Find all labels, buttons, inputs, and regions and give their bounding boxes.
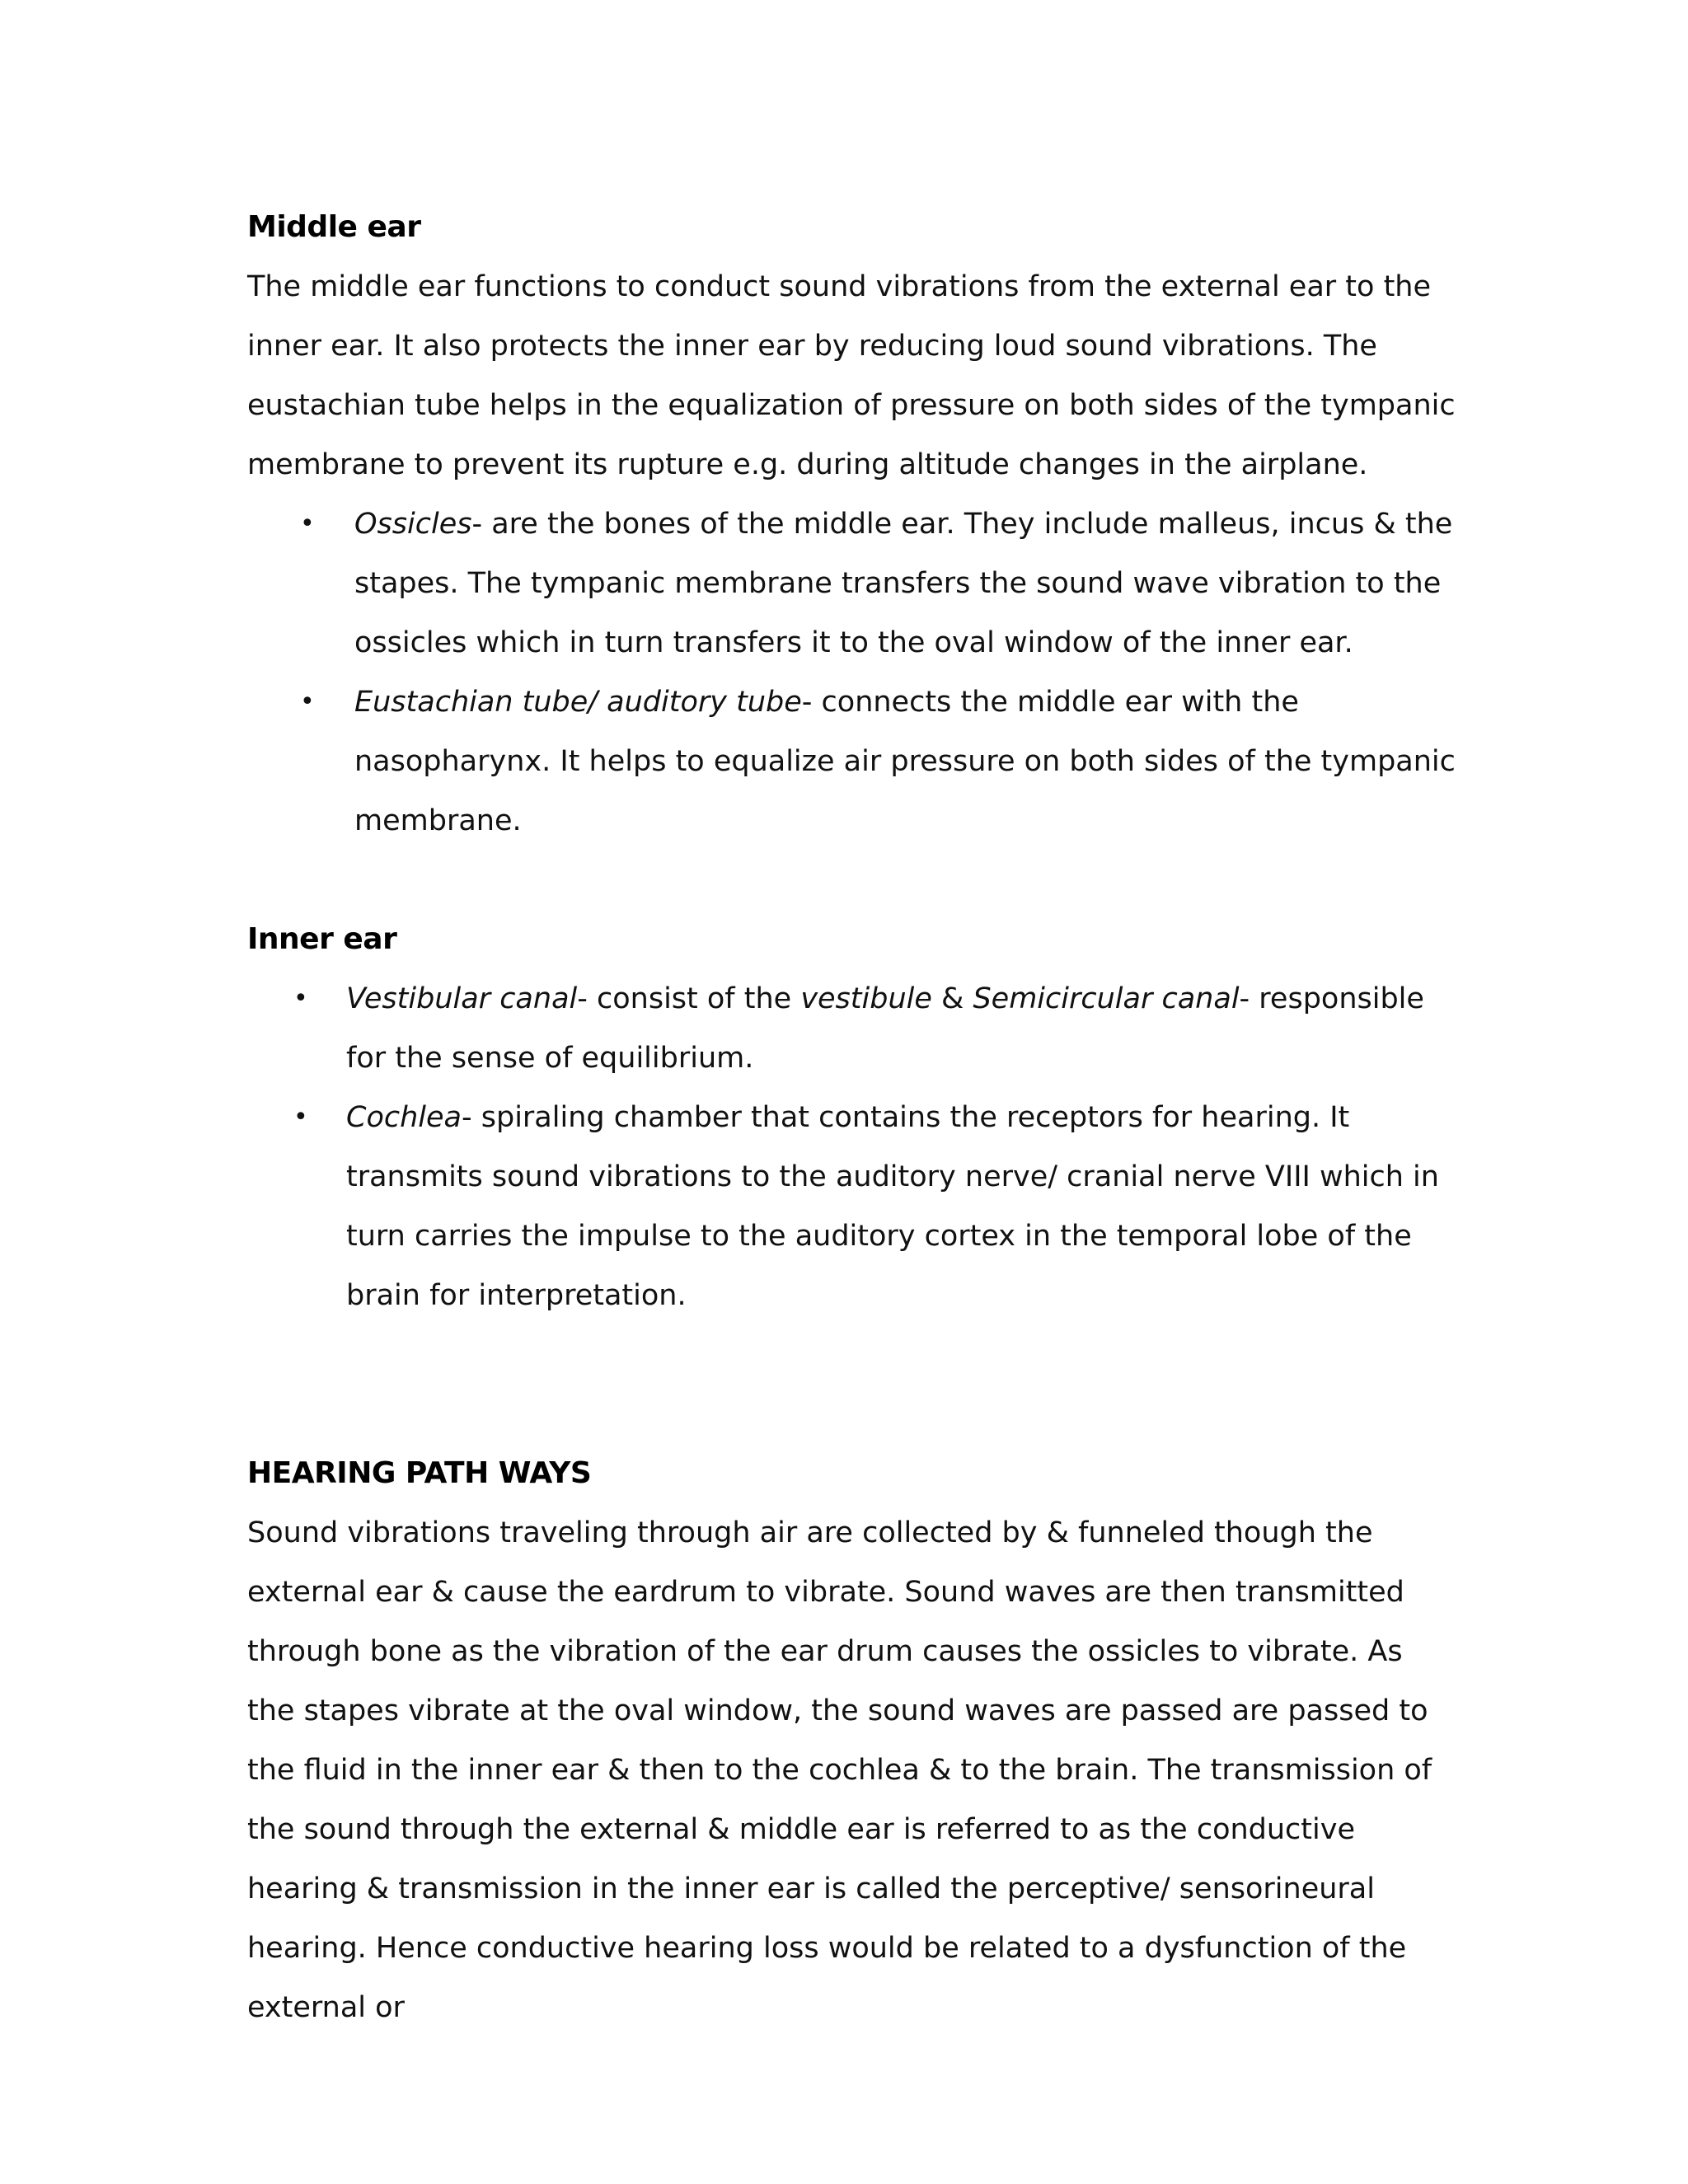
vestibular-text-b: &: [931, 982, 973, 1015]
term-semicircular-canal: Semicircular canal: [973, 982, 1240, 1015]
inner-ear-list: [247, 969, 1459, 1325]
term-cochlea: Cochlea: [346, 1101, 462, 1134]
hearing-pathways-body: Sound vibrations traveling through air are collected by & funneled though the external ear & cause the eardrum to vibrate. Sound waves are then transmitted through bone as the vibration of the ear drum causes the ossicles to vibrate. As the stapes vibrate at the oval window, the sound waves are passed are passed to the fluid in the inner ear & then to the cochlea & to the brain. The transmission of the sound through the external & middle ear is referred to as the conductive hearing & transmission in the inner ear is called the perceptive/ sensorineural hearing. Hence conductive hearing loss would be related to a dysfunction of the external or: [247, 1516, 1432, 2024]
middle-ear-heading: Middle ear: [247, 210, 421, 244]
bullet-icon: •: [293, 1103, 308, 1132]
eustachian-tube-description: - connects the middle ear with the nasopharynx. It helps to equalize air pressure on both sides of the tympanic membrane.: [354, 686, 1456, 837]
cochlea-description: - spiraling chamber that contains the receptors for hearing. It transmits sound vibrations to the auditory nerve/ cranial nerve VIII which in turn carries the impulse to the auditory cortex in the temporal lobe of the brain for interpretation.: [346, 1101, 1439, 1312]
bullet-icon: •: [300, 687, 315, 716]
ossicles-description: - are the bones of the middle ear. They include malleus, incus & the stapes. The tympanic membrane transfers the sound wave vibration to the ossicles which in turn transfers it to the oval window of the inner ear.: [354, 508, 1453, 659]
list-item-cochlea: [247, 1088, 1459, 1325]
spacer: [247, 1325, 1459, 1444]
vestibular-text-a: - consist of the: [577, 982, 801, 1015]
term-vestibular-canal: Vestibular canal: [346, 982, 578, 1015]
middle-ear-intro: The middle ear functions to conduct sound vibrations from the external ear to the inner ear. It also protects the inner ear by reducing loud sound vibrations. The eustachian tube helps in the equalization of pressure on both sides of the tympanic membrane to prevent its rupture e.g. during altitude changes in the airplane.: [247, 270, 1456, 481]
inner-ear-heading: Inner ear: [247, 922, 397, 956]
term-ossicles: Ossicles: [354, 508, 472, 541]
list-item-eustachian-tube: [247, 673, 1459, 851]
middle-ear-list: [247, 494, 1459, 851]
list-item-vestibular-canal: [247, 969, 1459, 1088]
hearing-pathways-heading: HEARING PATH WAYS: [247, 1456, 592, 1490]
vestibular-text-c: - responsible for the sense of equilibrium.: [346, 982, 1424, 1075]
document-page: [247, 198, 1459, 2037]
term-vestibule: vestibule: [800, 982, 932, 1015]
list-item-ossicles: [247, 494, 1459, 673]
spacer: [247, 851, 1459, 910]
term-eustachian-tube: Eustachian tube/ auditory tube: [354, 686, 802, 719]
bullet-icon: •: [293, 984, 308, 1013]
bullet-icon: •: [300, 509, 315, 538]
